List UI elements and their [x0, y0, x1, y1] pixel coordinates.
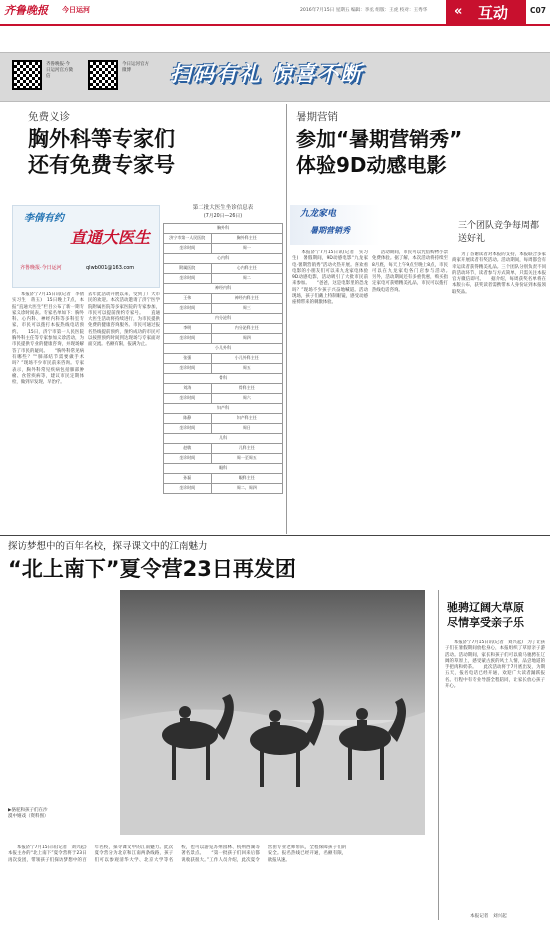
- promo-headline: 直通大医生: [70, 228, 151, 247]
- schedule-cell: 坐诊时间: [164, 244, 212, 254]
- schedule-cell: 小儿外科: [164, 344, 283, 354]
- schedule-cell: 神经内科: [164, 284, 283, 294]
- schedule-row: [164, 224, 283, 234]
- schedule-cell: 周五: [211, 364, 282, 374]
- schedule-cell: 神经内科主任: [211, 294, 282, 304]
- schedule-row: [164, 424, 283, 434]
- camel-caravan-photo: [120, 590, 425, 835]
- column-divider: [438, 590, 439, 920]
- article-body: 去年此活动开展以来，受到了广大市民的欢迎。本次活动邀请了济宁医学院附属医院等多家医院的专家参加，市民可以提前预约专家号。 直通大医生活动将持续进行，为市民提供免费的健康咨询服务。市民可通过报名热线提前预约，预约成功的市民可以按照预约时间到达现场与专家面对面交流。名额有限，报满为止。: [88, 292, 160, 348]
- schedule-row: [164, 304, 283, 314]
- schedule-cell: 周四: [211, 334, 282, 344]
- schedule-cell: 周二: [211, 274, 282, 284]
- schedule-cell: 胸外科主任: [211, 234, 282, 244]
- schedule-row: [164, 474, 283, 484]
- section-divider: [0, 535, 550, 536]
- headline: “北上南下”夏令营23日再发团: [8, 557, 296, 581]
- movie-logo: 九龙家电: [300, 209, 337, 219]
- section-name: 今日运河: [62, 6, 90, 14]
- schedule-row: [164, 254, 283, 264]
- schedule-row: [164, 364, 283, 374]
- story-kicker: 探访梦想中的百年名校，探寻课文中的江南魅力: [8, 541, 208, 552]
- schedule-cell: 坐诊时间: [164, 394, 212, 404]
- article-body: 本报济宁7月15日讯(记者 刘兴起) 本报主办的“北上南下”夏令营将于23日再次发团，带领孩子们探访梦想中的百年名校，探寻课文中的江南魅力。此次夏令营分为北京和江南两条线路，孩子们可以参观清华大学、北京大学等名校，也可以游览苏州园林、杭州西湖等著名景点。 “第一批孩子们回来后都说收获很大。”工作人员介绍，此次夏令营由专业老师带队，全程保障孩子们的安全。报名热线已经开通，名额有限，欲报从速。: [8, 845, 347, 863]
- headline: 胸外科等专家们: [28, 127, 175, 151]
- article-body: 本报济宁7月15日讯(记者 刘兴起) 为了让孩子们在暑假期间放松身心，本报组织了草原亲子游活动。活动期间，家长和孩子们可以骑马驰骋在辽阔的草原上，感受蒙古族的风土人情，品尝地道的手把肉和奶茶。 此次活动将于7月底出发，为期五天，报名电话已经开通，欢迎广大读者踊跃报名。行程中有专业导游全程陪同，让家长放心孩子开心。: [445, 640, 545, 690]
- schedule-cell: 坐诊时间: [164, 304, 212, 314]
- banner-slogan: 扫码有礼 惊喜不断: [170, 62, 364, 86]
- schedule-row: [164, 444, 283, 454]
- schedule-row: [164, 324, 283, 334]
- schedule-row: [164, 294, 283, 304]
- schedule-row: [164, 394, 283, 404]
- schedule-title: 第二批大医生坐诊信息表: [192, 205, 254, 211]
- schedule-cell: 小儿外科主任: [211, 354, 282, 364]
- schedule-row: [164, 344, 283, 354]
- schedule-cell: 周日: [211, 424, 282, 434]
- schedule-row: [164, 464, 283, 474]
- article-body: 本报济宁7月15日讯(记者 实习生) 暑假期间，9D动感电影“九龙家电·暑期营销秀”活动火热开展。喜欢看电影的小朋友们可以来九龙家电体验9D动感电影，活动吸引了大批市民前来参加。 “爸爸，这是电影里的恐龙吗？”现场不少孩子兴奋地喊道。活动现场，孩子们戴上特制眼镜，感受动感座椅带来的刺激体验。: [292, 250, 368, 306]
- schedule-cell: 眼科: [164, 464, 283, 474]
- schedule-cell: 周三: [211, 304, 282, 314]
- schedule-cell: 眼科主任: [211, 474, 282, 484]
- article-body: 本报济宁7月15日讯(记者 李倩 实习生 蒋玉) 15日晚上7点，本报“直通大医生”栏目公布了新一期专家义诊时间表。专家名单如下：胸外科、心内科、神经内科等多科室专家，市民可以拨打本报热线电话预约。 15日，济宁市第一人民医院胸外科主任等专家参加义诊活动，为市民提供专业的健康咨询，并现场解答了市民的疑问。 “胸外科常见病有哪些？”“肺部结节需要做手术吗？”现场不少市民前来咨询。专家表示，胸外科常见疾病包括肺部肿瘤、食管疾病等，建议市民定期体检，做到早发现、早治疗。: [12, 292, 84, 386]
- schedule-row: [164, 434, 283, 444]
- author-line: 本报记者 刘兴起: [470, 914, 507, 919]
- schedule-row: [164, 284, 283, 294]
- schedule-cell: 胸外科: [164, 224, 283, 234]
- schedule-row: [164, 274, 283, 284]
- newspaper-logo: 齐鲁晚报: [4, 4, 48, 17]
- schedule-row: [164, 404, 283, 414]
- schedule-row: [164, 384, 283, 394]
- header-divider: [0, 24, 550, 26]
- promo-email: qlwb001@163.com: [86, 265, 135, 271]
- promo-logo: 齐鲁晚报·今日运河: [20, 265, 62, 271]
- schedule-cell: 周一: [211, 244, 282, 254]
- schedule-cell: 李明: [164, 324, 212, 334]
- column-divider: [286, 104, 287, 534]
- schedule-row: [164, 414, 283, 424]
- side-title: 尽情享受亲子乐: [447, 616, 524, 629]
- schedule-cell: 内分泌科主任: [211, 324, 282, 334]
- schedule-cell: 坐诊时间: [164, 274, 212, 284]
- schedule-cell: 坐诊时间: [164, 364, 212, 374]
- story-kicker: 暑期营销: [296, 111, 338, 123]
- schedule-cell: 周一至周五: [211, 454, 282, 464]
- schedule-cell: 骨科: [164, 374, 283, 384]
- photo-caption: ▶骆驼和孩子们在沙漠中嬉戏（资料图）: [8, 808, 49, 819]
- schedule-row: [164, 334, 283, 344]
- schedule-cell: 刘涛: [164, 384, 212, 394]
- section-tab-label: 互动: [478, 4, 509, 22]
- page-number: C07: [530, 6, 546, 15]
- schedule-cell: 儿科主任: [211, 444, 282, 454]
- side-title: 三个团队竞争每周都送好礼: [458, 221, 540, 244]
- schedule-cell: 陈静: [164, 414, 212, 424]
- schedule-cell: 儿科: [164, 434, 283, 444]
- qr-caption: 今日运河官方微博: [122, 62, 149, 73]
- schedule-cell: 周二、周四: [211, 484, 282, 494]
- side-title: 驰骋辽阔大草原: [447, 601, 524, 614]
- headline: 参加“暑期营销秀”: [296, 127, 463, 151]
- qr-code-icon: [12, 60, 42, 90]
- schedule-cell: 赵敏: [164, 444, 212, 454]
- article-body: 为了答谢读者对本报的支持，本报联合多家商家开展读者有奖活动。活动期间，每周都会有幸运读者获得精美礼品。三个团队分别负责不同的活动环节，读者参与方式简单，只需关注本报官方微信即可。 据介绍，每周获奖名单将在本版公布，获奖读者需携带本人身份证到本报领取奖品。: [452, 252, 546, 295]
- schedule-cell: 坐诊时间: [164, 484, 212, 494]
- schedule-cell: 王伟: [164, 294, 212, 304]
- schedule-cell: 周六: [211, 394, 282, 404]
- chevron-left-icon: «: [454, 4, 463, 19]
- schedule-cell: 坐诊时间: [164, 334, 212, 344]
- promo-title: 李倩有约: [24, 213, 64, 224]
- schedule-cell: 妇产科: [164, 404, 283, 414]
- article-body: 活动期间，市民可以凭借购物小票免费体验。据了解，本次活动将持续至8月底，每天上午9点至晚上8点，市民可以在九龙家电各门店参与活动。 另外，活动期间还有多重优惠，购买指定家电可获赠精美礼品，市民可以拨打热线电话咨询。: [372, 250, 448, 293]
- schedule-row: [164, 244, 283, 254]
- schedule-cell: 附属医院: [164, 264, 212, 274]
- movie-subtitle: 暑期营销秀: [310, 226, 350, 235]
- schedule-cell: 妇产科主任: [211, 414, 282, 424]
- headline: 体验9D动感电影: [296, 153, 447, 177]
- headline: 还有免费专家号: [28, 153, 175, 177]
- schedule-cell: 坐诊时间: [164, 454, 212, 464]
- qr-caption: 齐鲁晚报·今日运河官方微信: [46, 62, 73, 79]
- schedule-cell: 张强: [164, 354, 212, 364]
- schedule-row: [164, 454, 283, 464]
- schedule-cell: 济宁市第一人民医院: [164, 234, 212, 244]
- schedule-row: [164, 234, 283, 244]
- schedule-cell: 内分泌科: [164, 314, 283, 324]
- schedule-subtitle: (7月20日—26日): [203, 214, 243, 219]
- schedule-row: [164, 314, 283, 324]
- date-line: 2016年7月15日 星期五 编辑：李丞 组版：王虎 校对：王秀华: [300, 8, 428, 13]
- schedule-cell: 坐诊时间: [164, 424, 212, 434]
- story-kicker: 免费义诊: [28, 111, 70, 123]
- schedule-cell: 骨科主任: [211, 384, 282, 394]
- schedule-cell: 心内科: [164, 254, 283, 264]
- schedule-row: [164, 264, 283, 274]
- schedule-cell: 孙磊: [164, 474, 212, 484]
- qr-code-icon: [88, 60, 118, 90]
- schedule-table: [163, 223, 283, 494]
- schedule-row: [164, 374, 283, 384]
- schedule-row: [164, 484, 283, 494]
- schedule-row: [164, 354, 283, 364]
- schedule-cell: 心内科主任: [211, 264, 282, 274]
